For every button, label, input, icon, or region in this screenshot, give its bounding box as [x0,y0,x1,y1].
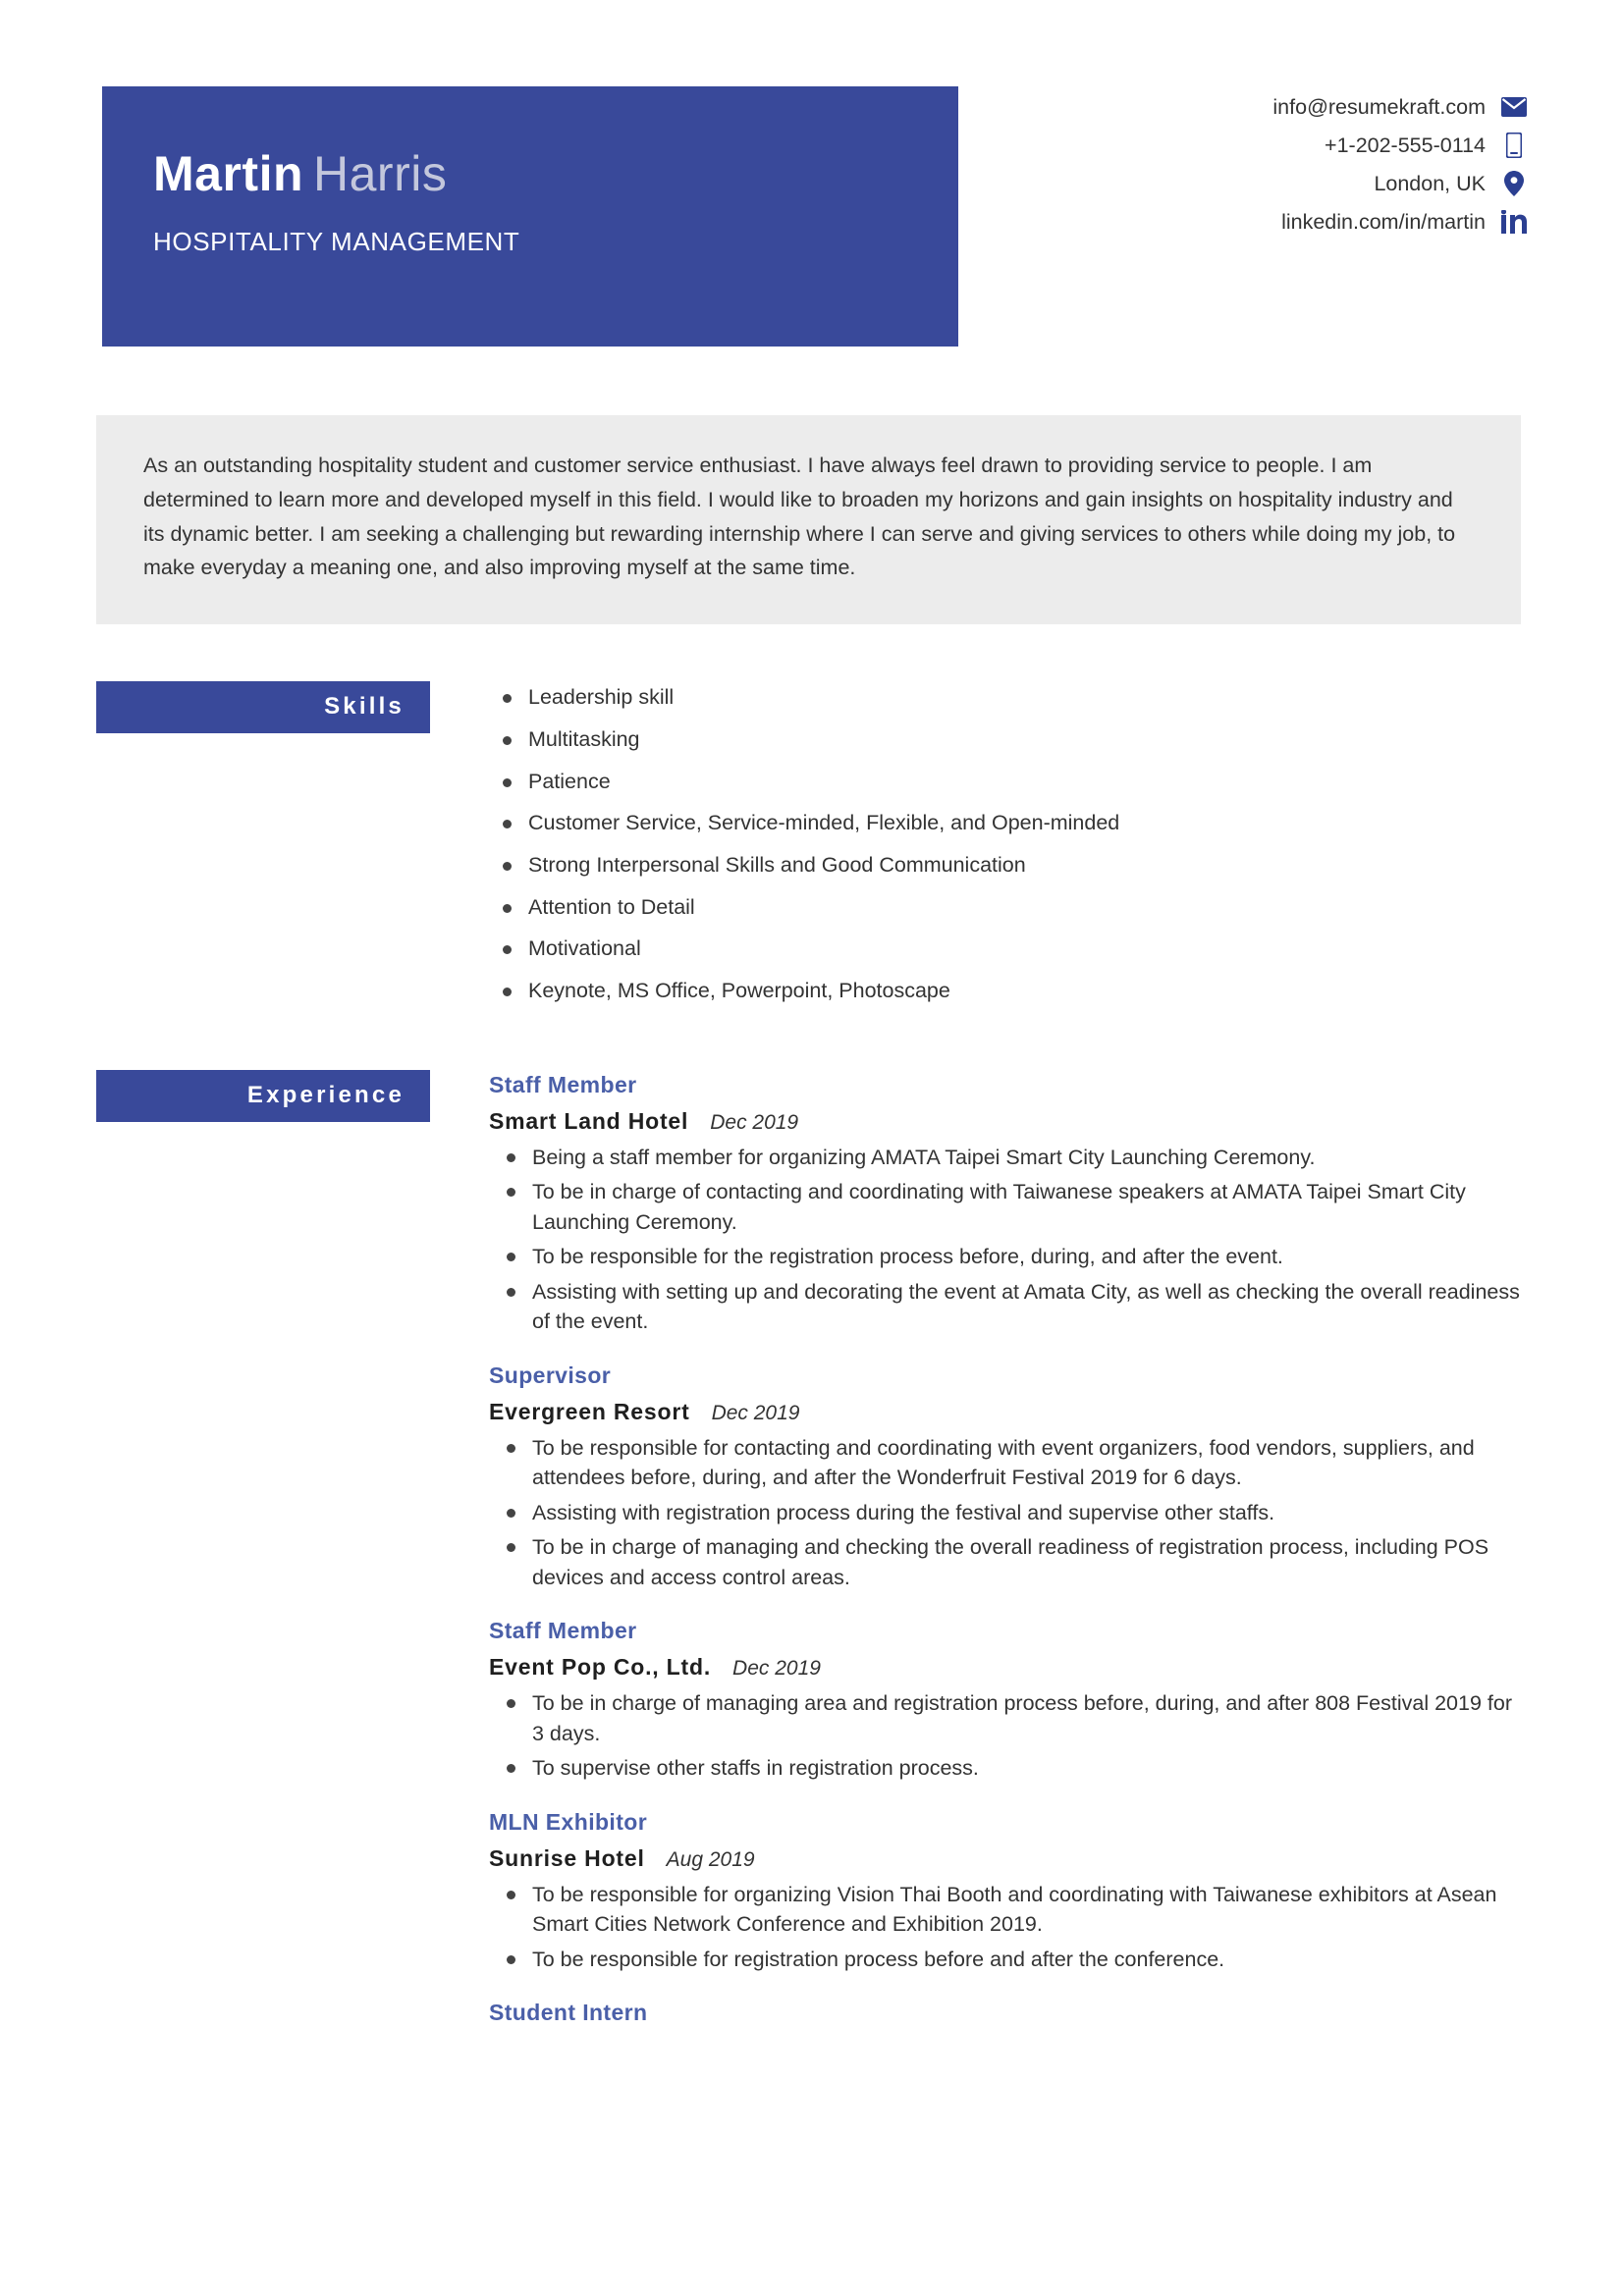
skills-section-title: Skills [96,681,430,733]
list-item: Being a staff member for organizing AMATA Taipei Smart City Launching Ceremony. [489,1143,1521,1173]
job-bullet-list [489,1688,1521,1784]
job-bullet-list [489,1880,1521,1975]
job-company-line [489,1399,1521,1425]
list-item: Strong Interpersonal Skills and Good Communication [489,851,1521,881]
contact-location-text: London, UK [1374,171,1486,195]
list-item: To be in charge of managing area and registration process before, during, and after 808 Festival 2019 for 3 days. [489,1688,1521,1748]
job-company: Smart Land Hotel [489,1107,689,1134]
experience-label-column [96,1070,489,2027]
skills-label-column [96,681,489,1018]
list-item: Motivational [489,934,1521,964]
phone-icon [1501,133,1527,158]
job-role: Staff Member [489,1618,637,1644]
contact-phone-text: +1-202-555-0114 [1325,133,1486,157]
job-bullet-list [489,1433,1521,1593]
list-item: Attention to Detail [489,893,1521,923]
location-pin-icon [1501,171,1527,196]
skills-content [489,681,1521,1018]
list-item: To be responsible for organizing Vision Thai Booth and coordinating with Taiwanese exhibitors at Asean Smart Cities Network Conference and Exhibition 2019. [489,1880,1521,1940]
job-company-line [489,1108,1521,1135]
list-item: To supervise other staffs in registration process. [489,1753,1521,1784]
contact-linkedin[interactable] [1272,209,1527,235]
list-item: Assisting with setting up and decorating the event at Amata City, as well as checking the overall readiness of the event. [489,1277,1521,1337]
experience-entry [489,1362,1521,1593]
list-item: Patience [489,768,1521,797]
experience-entry [489,1809,1521,1975]
headline: HOSPITALITY MANAGEMENT [153,227,520,256]
email-icon [1501,94,1527,120]
name-banner [102,86,958,347]
job-bullet-list [489,1143,1521,1337]
job-company: Evergreen Resort [489,1398,690,1424]
job-role: Supervisor [489,1362,612,1388]
list-item: To be in charge of contacting and coordinating with Taiwanese speakers at AMATA Taipei Smart City Launching Ceremony. [489,1177,1521,1237]
linkedin-icon [1501,209,1527,235]
contact-linkedin-text: linkedin.com/in/martin [1281,209,1486,234]
job-date: Aug 2019 [666,1847,755,1871]
summary-text: As an outstanding hospitality student and customer service enthusiast. I have always feel drawn to providing service to people. I am determined to learn more and developed myself in this field. I would like to broaden my horizons and gain insights on hospitality industry and its dynamic better. I am seeking a challenging but rewarding internship where I can serve and giving services to others while doing my job, to make everyday a meaning one, and also improving myself at the same time. [143,454,1456,580]
experience-section-title: Experience [96,1070,430,1122]
contact-phone[interactable] [1272,133,1527,158]
contact-email-text: info@resumekraft.com [1272,94,1486,119]
list-item: To be in charge of managing and checking the overall readiness of registration process, including POS devices and access control areas. [489,1532,1521,1592]
list-item: To be responsible for the registration process before, during, and after the event. [489,1242,1521,1272]
list-item: To be responsible for registration process before and after the conference. [489,1945,1521,1975]
job-company: Sunrise Hotel [489,1844,645,1871]
experience-entry [489,1618,1521,1784]
list-item: Customer Service, Service-minded, Flexible, and Open-minded [489,809,1521,838]
contact-email[interactable] [1272,94,1527,120]
job-date: Dec 2019 [711,1401,800,1424]
skills-list [489,683,1521,1005]
first-name: Martin [153,146,303,201]
job-company: Event Pop Co., Ltd. [489,1654,712,1681]
list-item: To be responsible for contacting and coordinating with event organizers, food vendors, suppliers, and attendees before, during, and after the Wonderfruit Festival 2019 for 6 days. [489,1433,1521,1493]
full-name [153,147,958,201]
job-role: MLN Exhibitor [489,1808,648,1835]
contact-location [1272,171,1527,196]
skills-section [96,681,1521,1018]
job-company-line [489,1845,1521,1872]
list-item: Assisting with registration process during the festival and supervise other staffs. [489,1498,1521,1528]
job-date: Dec 2019 [732,1657,821,1681]
summary-section [96,415,1521,624]
list-item: Leadership skill [489,683,1521,713]
job-date: Dec 2019 [710,1110,799,1134]
experience-entry [489,1072,1521,1337]
contact-list [1272,86,1527,247]
job-company-line [489,1654,1521,1681]
experience-content [489,1070,1521,2027]
list-item: Keynote, MS Office, Powerpoint, Photoscape [489,977,1521,1006]
job-role: Student Intern [489,2000,648,2026]
last-name: Harris [313,146,448,201]
list-item: Multitasking [489,725,1521,755]
resume-header [0,0,1623,347]
job-role: Staff Member [489,1071,637,1097]
experience-section [96,1070,1521,2027]
